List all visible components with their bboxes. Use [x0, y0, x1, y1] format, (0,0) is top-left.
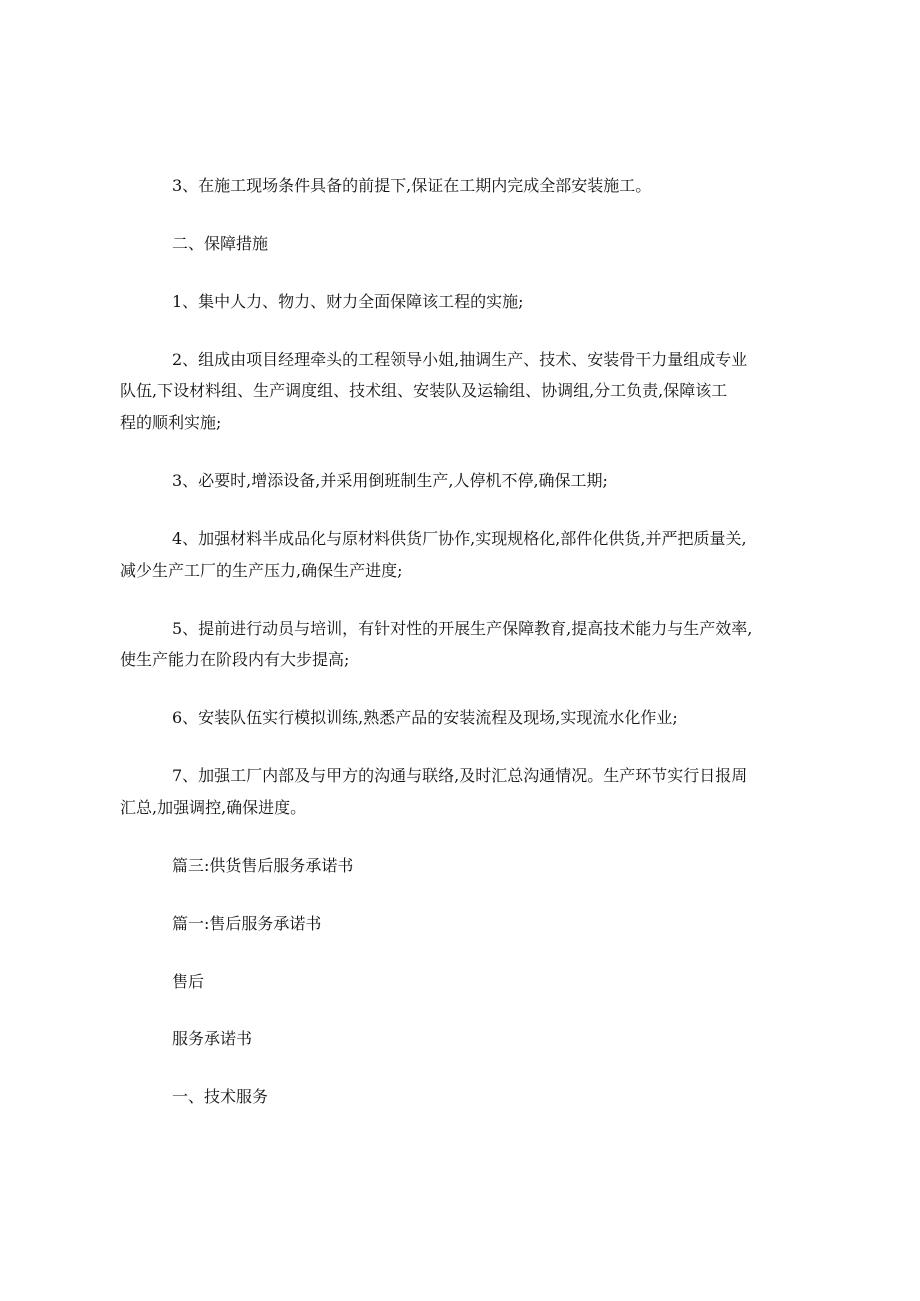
- paragraph-measure-1: 1、集中人力、物力、财力全面保障该工程的实施;: [172, 292, 524, 311]
- paragraph-measure-2-line-1: 2、组成由项目经理牵头的工程领导小姐,抽调生产、技术、安装骨干力量组成专业: [172, 350, 748, 369]
- document-title-service-commitment: 服务承诺书: [172, 1029, 253, 1048]
- document-title-after-sales: 售后: [172, 972, 205, 991]
- paragraph-measure-5-line-2: 使生产能力在阶段内有大步提高;: [120, 650, 350, 669]
- paragraph-measure-3: 3、必要时,增添设备,并采用倒班制生产,人停机不停,确保工期;: [172, 471, 608, 490]
- chapter-title-part-three: 篇三:供货售后服务承诺书: [172, 856, 354, 875]
- paragraph-measure-5-line-1: 5、提前进行动员与培训，有针对性的开展生产保障教育,提高技术能力与生产效率,: [172, 619, 753, 638]
- paragraph-measure-4-line-2: 减少生产工厂的生产压力,确保生产进度;: [120, 561, 403, 580]
- paragraph-measure-7-line-1: 7、加强工厂内部及与甲方的沟通与联络,及时汇总沟通情况。生产环节实行日报周: [172, 766, 748, 785]
- paragraph-measure-6: 6、安装队伍实行模拟训练,熟悉产品的安装流程及现场,实现流水化作业;: [172, 708, 678, 727]
- paragraph-measure-2-line-3: 程的顺利实施;: [120, 413, 222, 432]
- section-heading-guarantee-measures: 二、保障措施: [172, 234, 269, 253]
- paragraph-measure-4-line-1: 4、加强材料半成品化与原材料供货厂协作,实现规格化,部件化供货,并严把质量关,: [172, 529, 747, 548]
- paragraph-installation-commitment: 3、在施工现场条件具备的前提下,保证在工期内完成全部安装施工。: [172, 176, 652, 195]
- paragraph-measure-7-line-2: 汇总,加强调控,确保进度。: [120, 798, 307, 817]
- paragraph-measure-2-line-2: 队伍,下设材料组、生产调度组、技术组、安装队及运输组、协调组,分工负责,保障该工: [120, 381, 728, 400]
- section-heading-technical-service: 一、技术服务: [172, 1087, 269, 1106]
- chapter-title-part-one: 篇一:售后服务承诺书: [172, 914, 322, 933]
